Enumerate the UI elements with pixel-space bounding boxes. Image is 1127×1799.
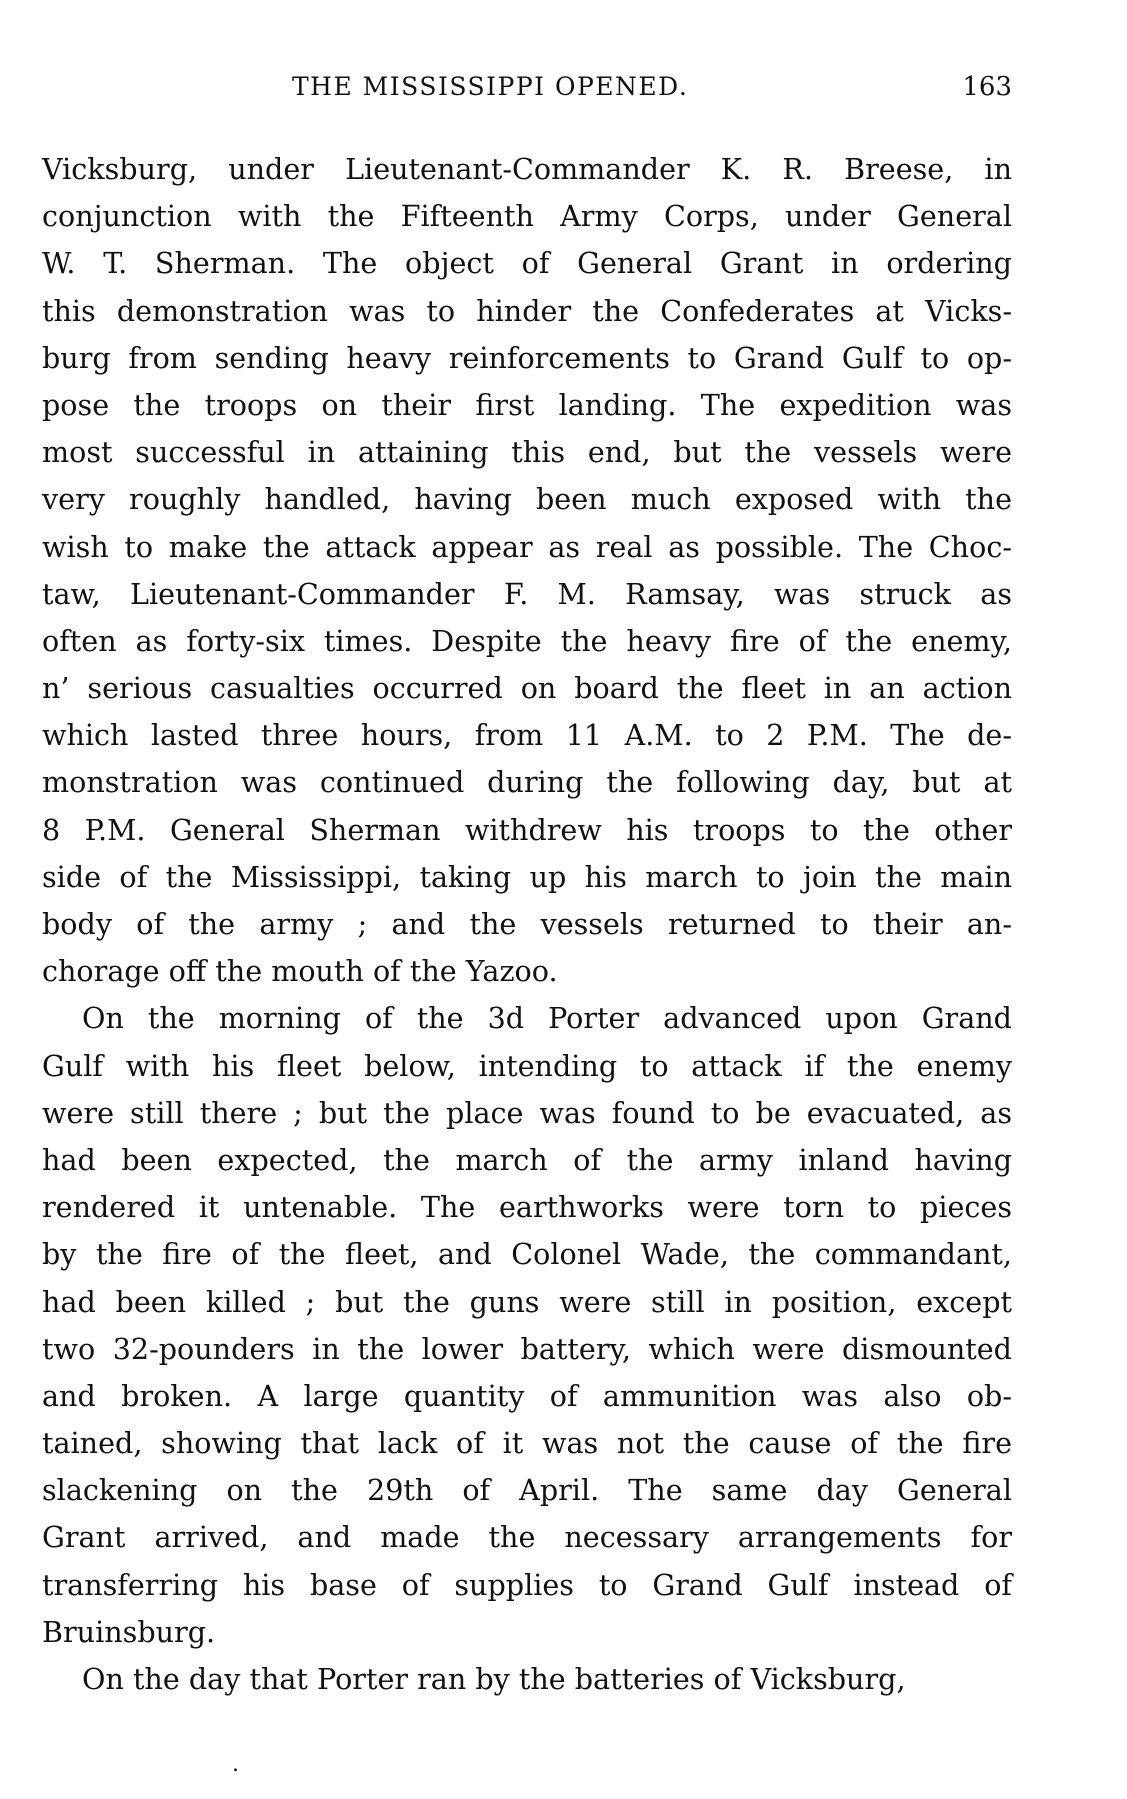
text-line: transferring his base of supplies to Grand Gulf instead of xyxy=(42,1567,1012,1602)
text-line: were still there ; but the place was found to be evacuated, as xyxy=(42,1095,1012,1130)
text-line: monstration was continued during the following day, but at xyxy=(42,765,1012,800)
text-line: slackening on the 29th of April. The same day General xyxy=(42,1473,1012,1508)
running-title: THE MISSISSIPPI OPENED. xyxy=(292,72,689,101)
text-line: which lasted three hours, from 11 A.M. to 2 P.M. The de- xyxy=(42,718,1012,753)
text-line: conjunction with the Fifteenth Army Corps, under General xyxy=(42,199,1012,234)
text-line: this demonstration was to hinder the Confederates at Vicks- xyxy=(42,293,1012,328)
text-line: burg from sending heavy reinforcements to Grand Gulf to op- xyxy=(42,340,1012,375)
paragraph-start-line: On the morning of the 3d Porter advanced upon Grand xyxy=(82,1001,1012,1036)
text-line: side of the Mississippi, taking up his march to join the main xyxy=(42,859,1012,894)
body-text xyxy=(42,146,1012,1703)
text-line: very roughly handled, having been much exposed with the xyxy=(42,482,1012,517)
text-line: W. T. Sherman. The object of General Grant in ordering xyxy=(42,246,1012,281)
page-header xyxy=(292,72,1012,112)
text-line: had been expected, the march of the army inland having xyxy=(42,1142,1012,1177)
text-line: often as forty-six times. Despite the heavy fire of the enemy, xyxy=(42,623,1012,658)
text-line: tained, showing that lack of it was not the cause of the fire xyxy=(42,1426,1012,1461)
text-line: wish to make the attack appear as real as possible. The Choc- xyxy=(42,529,1012,564)
paragraph-start-line: On the day that Porter ran by the batteries of Vicksburg, xyxy=(82,1662,906,1696)
text-line: Vicksburg, under Lieutenant-Commander K. R. Breese, in xyxy=(42,152,1012,186)
text-line: by the fire of the fleet, and Colonel Wade, the commandant, xyxy=(42,1237,1012,1272)
text-line: Grant arrived, and made the necessary arrangements for xyxy=(42,1520,1012,1555)
text-line: two 32-pounders in the lower battery, which were dismounted xyxy=(42,1331,1012,1366)
text-line: most successful in attaining this end, but the vessels were xyxy=(42,435,1012,470)
text-line: had been killed ; but the guns were still in position, except xyxy=(42,1284,1012,1319)
text-line: body of the army ; and the vessels returned to their an- xyxy=(42,907,1012,941)
text-line: n’ serious casualties occurred on board the fleet in an action xyxy=(42,671,1012,706)
page-footer-mark: . xyxy=(232,1752,239,1777)
page-number: 163 xyxy=(962,72,1012,102)
text-line: 8 P.M. General Sherman withdrew his troops to the other xyxy=(42,812,1012,847)
paragraph-end-line: Bruinsburg. xyxy=(42,1614,216,1649)
text-line: rendered it untenable. The earthworks were torn to pieces xyxy=(42,1190,1012,1225)
text-line: and broken. A large quantity of ammunition was also ob- xyxy=(42,1378,1012,1413)
paragraph-end-line: chorage off the mouth of the Yazoo. xyxy=(42,954,558,989)
text-line: taw, Lieutenant-Commander F. M. Ramsay, was struck as xyxy=(42,576,1012,611)
text-line: Gulf with his fleet below, intending to attack if the enemy xyxy=(42,1048,1012,1083)
text-line: pose the troops on their first landing. The expedition was xyxy=(42,387,1012,422)
